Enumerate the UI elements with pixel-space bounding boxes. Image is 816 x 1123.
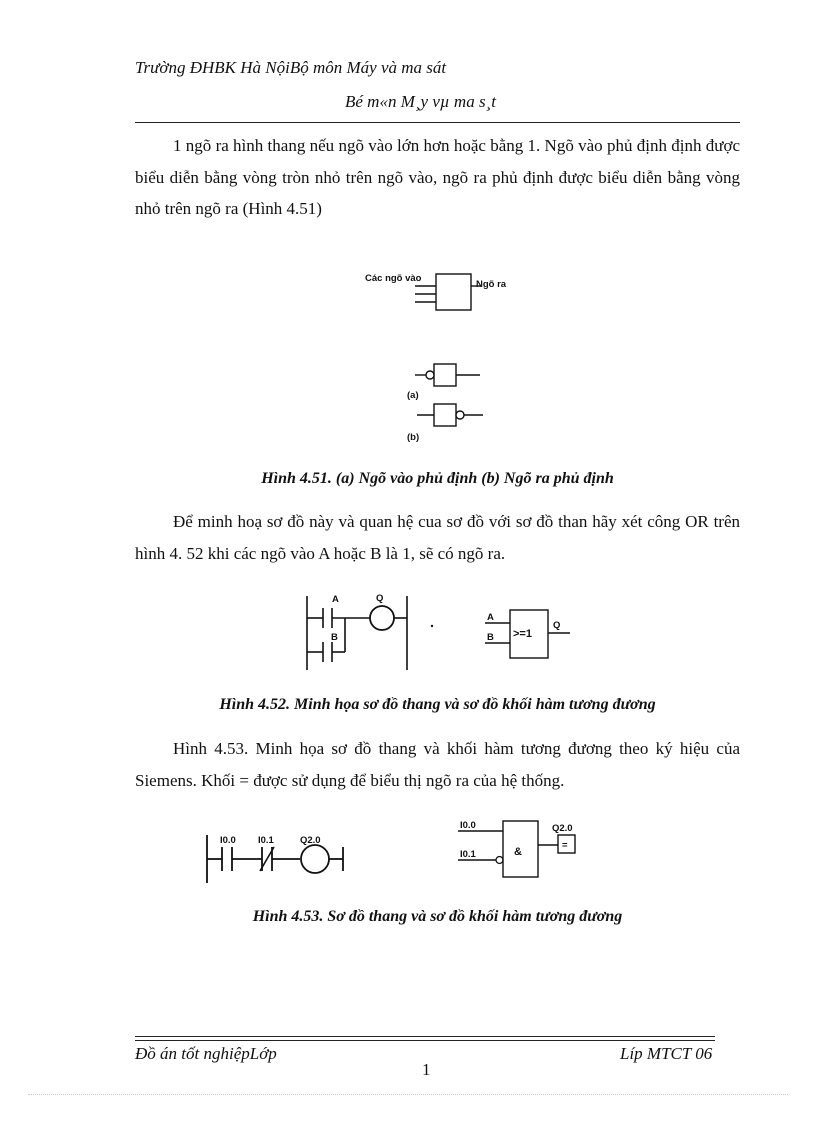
negation-circle-output (456, 411, 464, 419)
caption-4-53: Hình 4.53. Sơ đồ thang và sơ đồ khối hàm tương đương (252, 908, 623, 925)
ladder-label-q: Q (376, 593, 384, 604)
paragraph-2: Để minh hoạ sơ đồ này và quan hệ cua sơ đồ với sơ đồ than hãy xét công OR trên hình 4. 52 khi các ngõ vào A hoặc B là 1, sẽ có ngõ ra. (135, 512, 740, 563)
paragraph-1: 1 ngõ ra hình thang nếu ngõ vào lớn hơn hoặc bằng 1. Ngõ vào phủ định định được biểu diễn bằng vòng tròn nhỏ trên ngõ vào, ngõ ra phủ định được biểu diễn bằng vòng nhỏ trên ngõ ra (Hình 4.51) (135, 136, 740, 218)
page-number: 1 (422, 1060, 431, 1079)
page-bottom-dots (28, 1094, 788, 1095)
label-a: (a) (407, 390, 419, 401)
header-line-1: Trường ĐHBK Hà NộiBộ môn Máy và ma sát (135, 58, 447, 77)
block-label-a: A (487, 612, 494, 623)
figure-4-51 (355, 262, 530, 447)
ladder-label-b: B (331, 632, 338, 643)
block-a-box (434, 364, 456, 386)
footer-left: Đồ án tốt nghiệpLớp (135, 1044, 277, 1063)
ladder-label-a: A (332, 594, 339, 605)
block-label-q: Q (553, 620, 561, 631)
ladder-label-q20: Q2.0 (300, 835, 321, 846)
figure-4-53 (200, 815, 600, 890)
header-line-2: Bé m«n M¸y vµ ma s¸t (345, 92, 496, 111)
inputs-label: Các ngõ vào (365, 273, 422, 284)
block-label-q20: Q2.0 (552, 823, 573, 834)
negation-circle (496, 857, 503, 864)
dot (431, 625, 433, 627)
block-label-i00: I0.0 (460, 820, 476, 831)
figure-4-52 (295, 590, 585, 675)
footer-right: Líp MTCT 06 (620, 1044, 713, 1063)
block-box (436, 274, 471, 310)
output-label: Ngõ ra (476, 279, 507, 290)
coil-q (370, 606, 394, 630)
ladder-label-i00: I0.0 (220, 835, 236, 846)
block-b-box (434, 404, 456, 426)
ladder-label-i01: I0.1 (258, 835, 274, 846)
block-label-b: B (487, 632, 494, 643)
negation-circle-input (426, 371, 434, 379)
caption-4-51: Hình 4.51. (a) Ngõ vào phủ định (b) Ngõ ra phủ định (261, 470, 614, 487)
and-function: & (514, 846, 522, 858)
assign-symbol: = (562, 840, 568, 851)
caption-4-52: Hình 4.52. Minh họa sơ đồ thang và sơ đồ khối hàm tương đương (219, 696, 656, 713)
footer-rule-2 (135, 1040, 715, 1041)
footer-rule-1 (135, 1036, 715, 1037)
block-label-i01: I0.1 (460, 849, 476, 860)
header-rule (135, 122, 740, 123)
or-function: >=1 (513, 628, 532, 640)
paragraph-3: Hình 4.53. Minh họa sơ đồ thang và khối hàm tương đương theo ký hiệu của Siemens. Khối = được sử dụng để biểu thị ngõ ra của hệ thống. (135, 739, 740, 790)
coil-q20 (301, 845, 329, 873)
label-b: (b) (407, 432, 420, 443)
